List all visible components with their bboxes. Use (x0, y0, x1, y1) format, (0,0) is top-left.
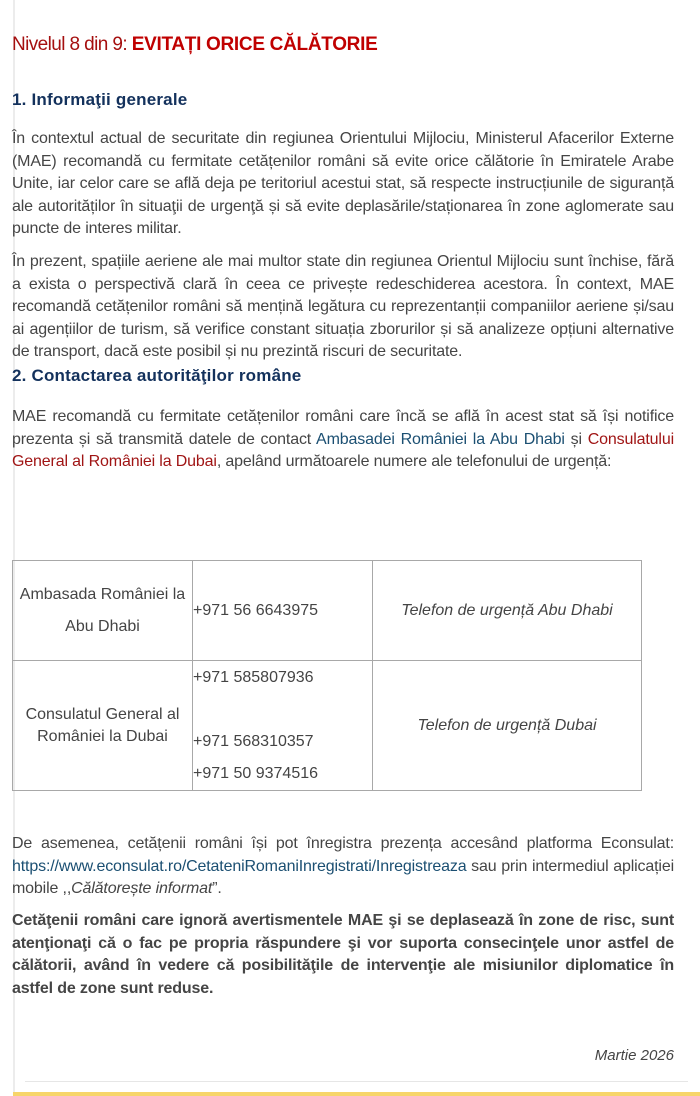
risk-warning-text: Cetăţenii români care ignoră avertismentele (12, 912, 348, 929)
section-heading-contact-authorities: 2. Contactarea autorităţilor române (12, 366, 302, 385)
description-cell: Telefon de urgență Abu Dhabi (373, 561, 642, 661)
registration-text-tail: ”. (212, 880, 222, 897)
econsulat-registration-link[interactable]: https://www.econsulat.ro/CetateniRomaniInregistrati/Inregistreaza (12, 857, 467, 875)
table-row (13, 561, 642, 661)
phone-number[interactable]: +971 568310357 (193, 732, 314, 750)
registration-text: De asemenea, cetățenii români își pot înregistra prezența accesând platforma Econsulat: (12, 835, 674, 852)
contact-authorities-paragraph (12, 406, 674, 474)
phone-number[interactable]: +971 56 6643975 (193, 601, 319, 619)
risk-warning-text-tail: şi se deplasează în zone de risc, sunt atenţionaţi că o fac pe propria răspundere şi vor suporta consecinţele unor astfel de călătorii, având în vedere că posibilităţile de intervenţie ale misiunilor diplomatice în astfel de zone sunt reduse. (12, 912, 674, 997)
publication-date: Martie 2026 (594, 1047, 674, 1064)
phone-number[interactable]: +971 50 9374516 (193, 764, 319, 782)
general-info-paragraph-2: În prezent, spațiile aeriene ale mai multor state din regiunea Orientul Mijlociu sunt închise, fără a exista o perspectivă clară în ceea ce privește redeschiderea acestora. În context, MAE recomandă cetățenilor români să mențină legătura cu reprezentanții companiilor aeriene și/sau ai agențiilor de turism, să verifice constant situația zborurilor și să analizeze opțiuni alternative de transport, dacă este posibil și nu prezintă riscuri de securitate. (12, 253, 674, 360)
institution-cell: Ambasada României la Abu Dhabi (13, 561, 193, 661)
registration-text-mid: sau prin intermediul aplicației mobile ,, (12, 857, 674, 897)
table-row (13, 661, 642, 791)
mae-acronym: MAE (347, 912, 383, 929)
risk-level-warning: EVITAȚI ORICE CĂLĂTORIE (131, 34, 378, 55)
section-heading-general-info: 1. Informaţii generale (12, 90, 188, 109)
phones-cell (193, 561, 373, 661)
general-info-paragraph-1: În contextul actual de securitate din regiunea Orientului Mijlociu, Ministerul Afacerilor Externe (MAE) recomandă cu fermitate cetățenilor români să evite orice călătorie în Emiratele Arabe Unite, iar celor care se află deja pe teritoriul acestui stat, să respecte instrucțiunile de siguranță ale autorităților în situaţii de urgenţă și să evite deplasările/staționarea în zone aglomerate sau puncte de interes militar. (12, 130, 674, 237)
phone-number[interactable]: +971 585807936 (193, 668, 314, 686)
risk-warning-paragraph (12, 910, 674, 1000)
econsulat-registration-paragraph (12, 833, 674, 901)
institution-cell: Consulatul General al României la Dubai (13, 661, 193, 791)
page-title (12, 34, 377, 56)
phones-cell (193, 661, 373, 791)
consulate-dubai-link[interactable]: Consulatului General al României la Dubai (12, 430, 674, 470)
description-cell: Telefon de urgență Dubai (373, 661, 642, 791)
footer-divider (25, 1081, 688, 1082)
app-name: Călătorește informat (71, 880, 213, 897)
contact-intro-tail: , apelând următoarele numere ale telefonului de urgență: (216, 453, 612, 470)
embassy-abu-dhabi-link[interactable]: Ambasadei României la Abu Dhabi (316, 430, 565, 448)
contact-intro-conjunction: și (564, 430, 588, 448)
emergency-contacts-table (12, 560, 642, 791)
contact-intro-text: MAE recomandă cu fermitate cetățenilor români care încă se află în acest stat să își notifice prezenta și să transmită datele de contact (12, 408, 674, 448)
risk-level-label: Nivelul 8 din 9: (12, 34, 128, 55)
card-bottom-accent-bar (13, 1092, 700, 1096)
